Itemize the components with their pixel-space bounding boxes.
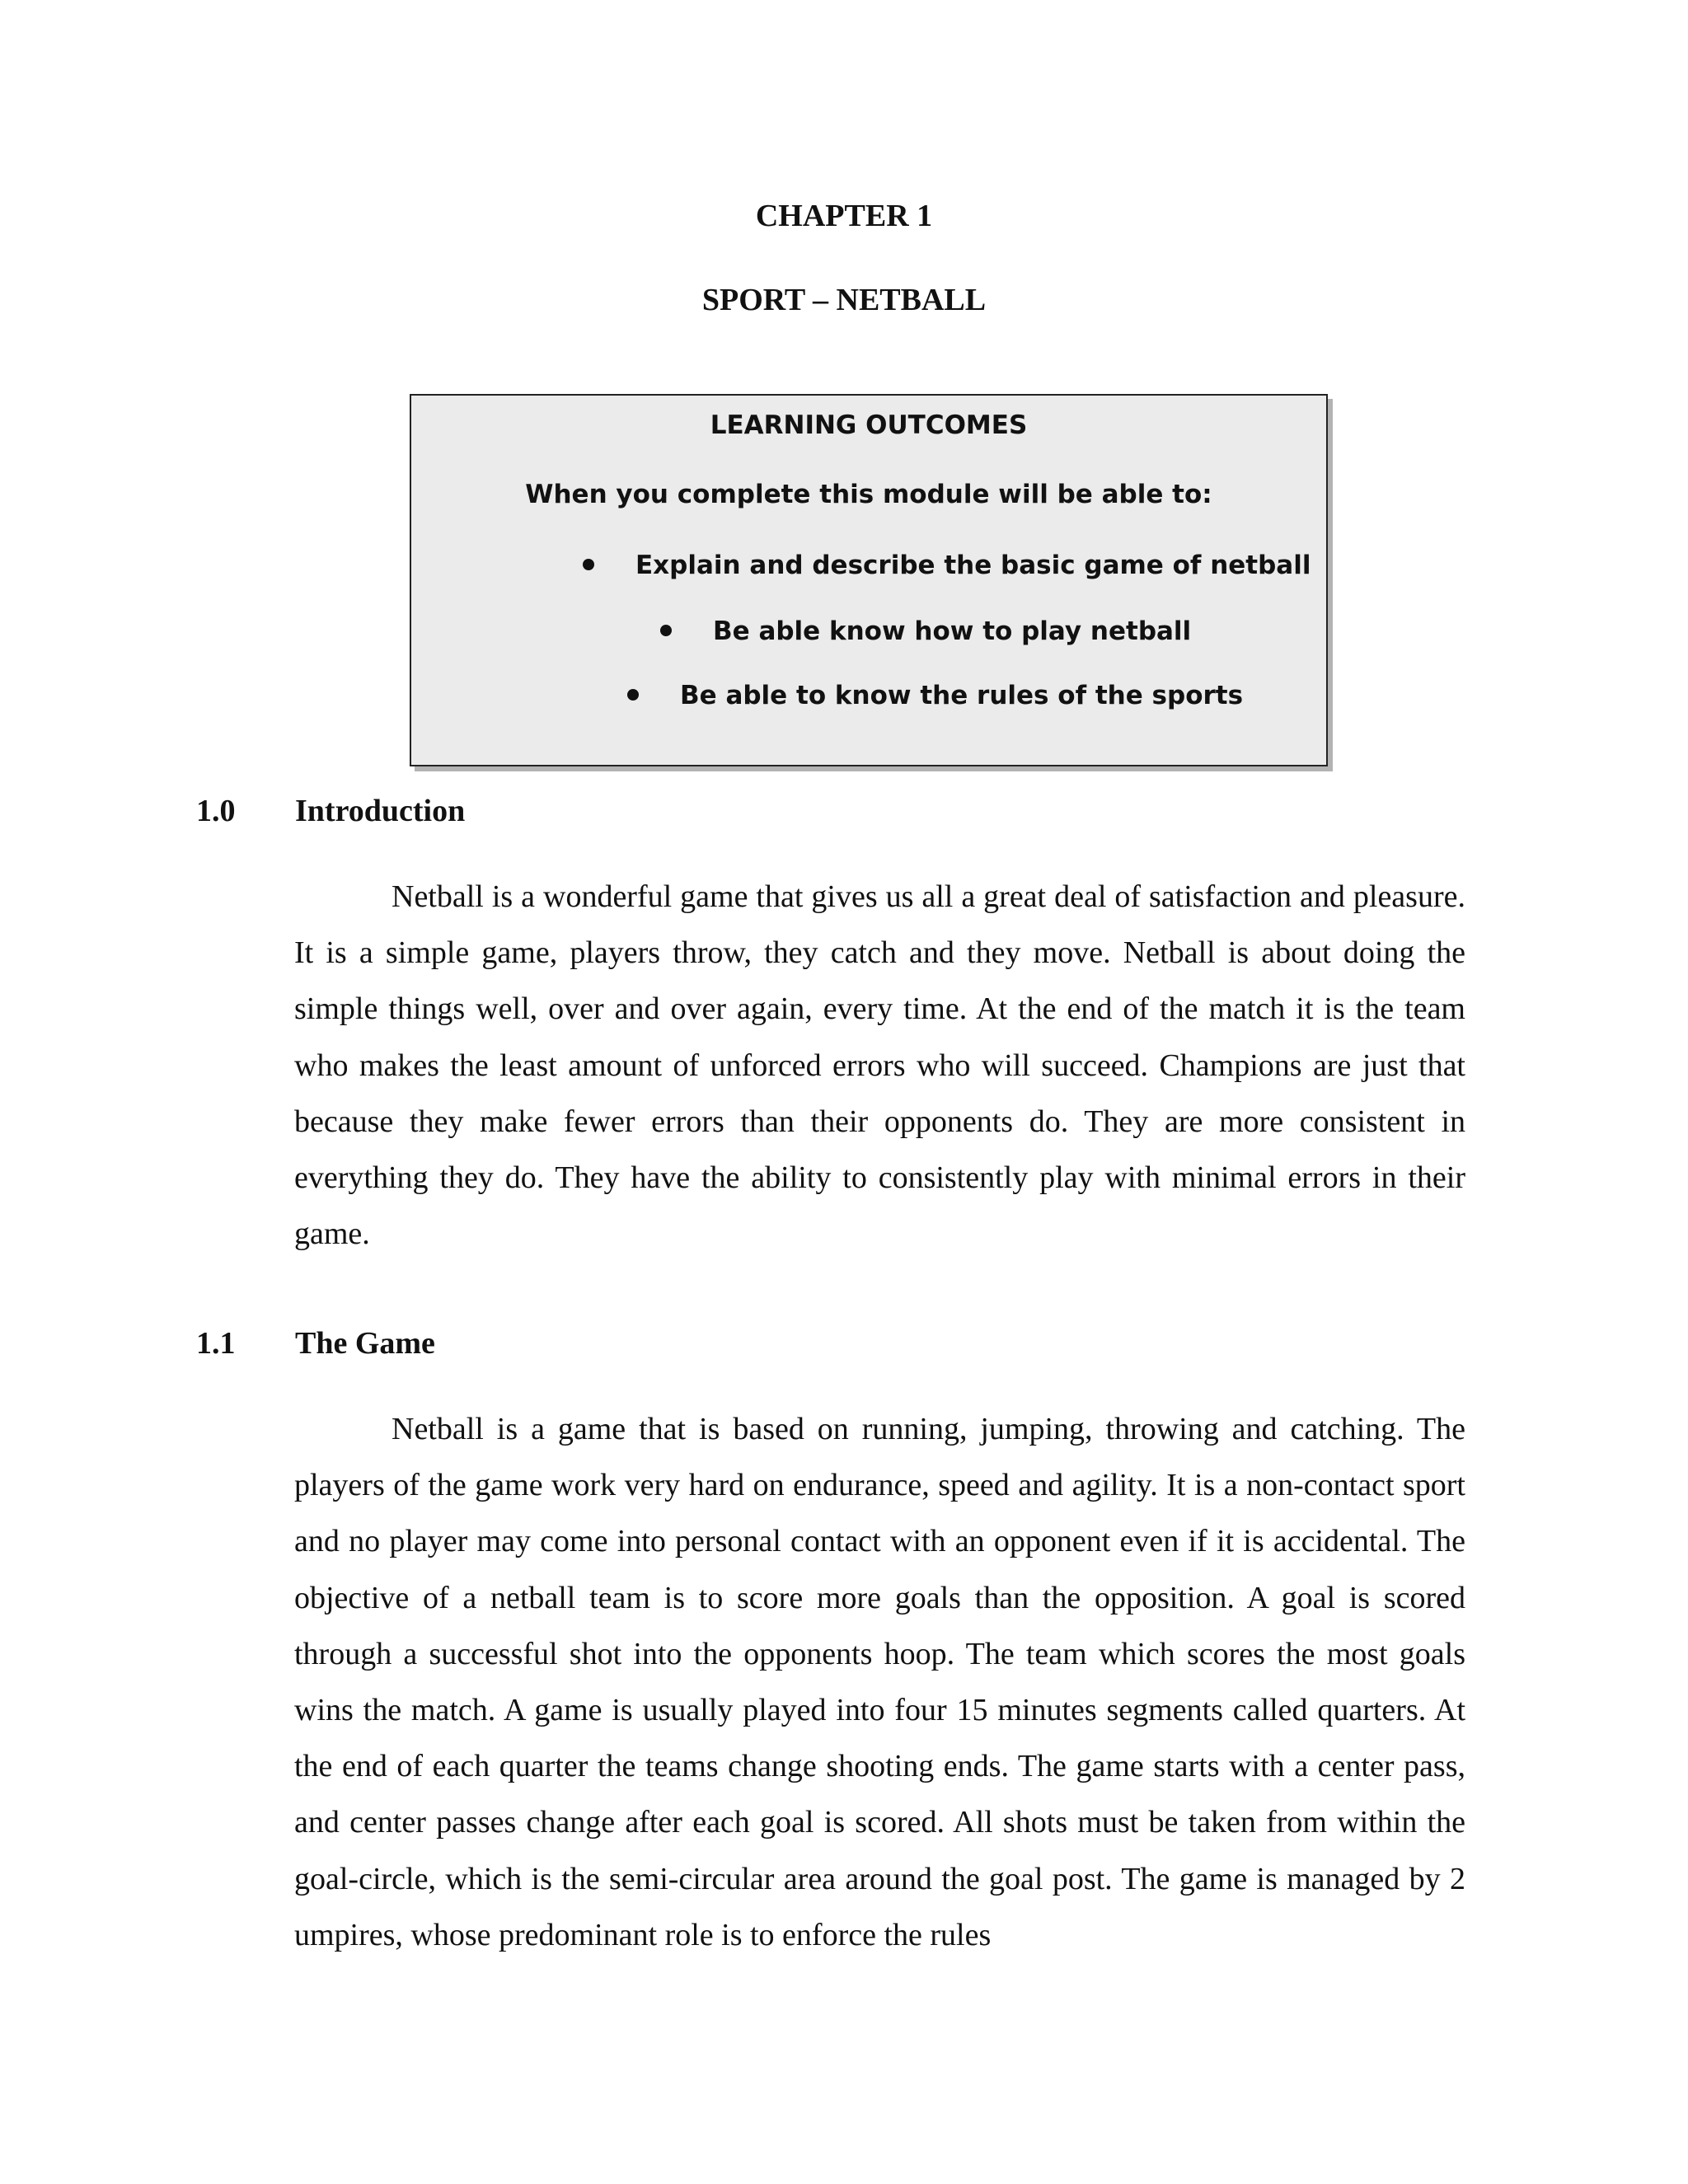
bullet-icon (660, 625, 672, 636)
chapter-number: CHAPTER 1 (755, 199, 933, 233)
section-number: 1.0 (196, 794, 236, 828)
learning-outcome-item (583, 549, 1311, 582)
learning-outcome-text: Explain and describe the basic game of netball (635, 551, 1311, 580)
learning-outcome-text: Be able know how to play netball (713, 616, 1192, 646)
section-title: The Game (295, 1326, 435, 1361)
learning-outcomes-intro: When you complete this module will be able to: (525, 480, 1212, 509)
learning-outcome-item (660, 615, 1191, 648)
section-number: 1.1 (196, 1326, 236, 1361)
introduction-paragraph: Netball is a wonderful game that gives us all a great deal of satisfaction and pleasure. It is a simple game, players throw, they catch and they move. Netball is about doing the simple things well, over and over again, every time. At the end of the match it is the team who makes the least amount of unforced errors who will succeed. Champions are just that because they make fewer errors than their opponents do. They are more consistent in everything they do. They have the ability to consistently play with minimal errors in their game. (294, 879, 1465, 1252)
section-title: Introduction (295, 794, 466, 828)
section-heading-the-game (196, 1325, 435, 1361)
bullet-icon (583, 559, 594, 570)
the-game-paragraph: Netball is a game that is based on running, jumping, throwing and catching. The players of the game work very hard on endurance, speed and agility. It is a non-contact sport and no player may come into personal contact with an opponent even if it is accidental. The objective of a netball team is to score more goals than the opposition. A goal is scored through a successful shot into the opponents hoop. The team which scores the most goals wins the match. A game is usually played into four 15 minutes segments called quarters. At the end of each quarter the teams change shooting ends. The game starts with a center pass, and center passes change after each goal is scored. All shots must be taken from within the goal-circle, which is the semi-circular area around the goal post. The game is managed by 2 umpires, whose predominant role is to enforce the rules (294, 1412, 1465, 1952)
chapter-title: SPORT – NETBALL (701, 283, 987, 317)
learning-outcomes-heading: LEARNING OUTCOMES (710, 410, 1028, 440)
bullet-icon (627, 689, 639, 701)
learning-outcomes-box (410, 394, 1328, 766)
section-heading-introduction (196, 793, 465, 829)
learning-outcome-text: Be able to know the rules of the sports (680, 681, 1244, 710)
learning-outcome-item (627, 679, 1243, 712)
